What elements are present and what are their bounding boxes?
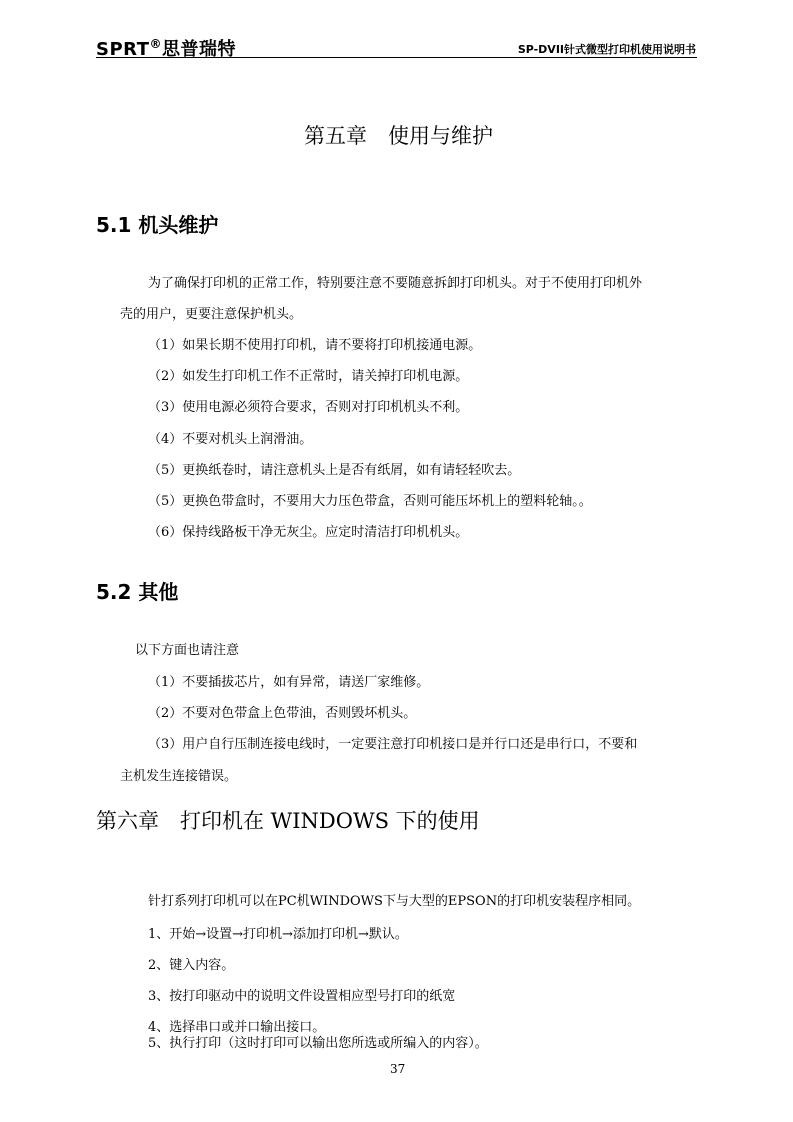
list-item: （3）使用电源必须符合要求，否则对打印机机头不利。 [148, 400, 469, 415]
list-item: （3）用户自行压制连接电线时，一定要注意打印机接口是并行口还是串行口，不要和 [148, 737, 638, 752]
list-item: （1）如果长期不使用打印机，请不要将打印机接通电源。 [148, 338, 482, 353]
page-number: 37 [390, 1062, 406, 1076]
step-item: 4、选择串口或并口输出接口。 [148, 1020, 326, 1035]
section-5-2-heading: 5.2 其他 [96, 580, 179, 604]
list-item: （2）不要对色带盒上色带油，否则毁坏机头。 [148, 706, 417, 721]
registered-mark: ® [149, 37, 162, 51]
list-item: （5）更换色带盒时，不要用大力压色带盒，否则可能压坏机上的塑料轮轴。。 [148, 494, 592, 509]
list-item: （2）如发生打印机工作不正常时，请关掉打印机电源。 [148, 369, 469, 384]
section-5-1-intro-line-2: 壳的用户，更要注意保护机头。 [120, 307, 303, 322]
step-item: 3、按打印驱动中的说明文件设置相应型号打印的纸宽 [148, 989, 456, 1004]
brand-name-cn: 思普瑞特 [162, 39, 236, 60]
step-item: 5、执行打印（这时打印可以输出您所选或所编入的内容）。 [148, 1036, 488, 1051]
chapter-6-intro: 针打系列打印机可以在PC机WINDOWS下与大型的EPSON的打印机安装程序相同。 [148, 894, 641, 909]
list-item: （5）更换纸卷时，请注意机头上是否有纸屑，如有请轻轻吹去。 [148, 463, 521, 478]
header-rule [96, 57, 697, 58]
list-item-continuation: 主机发生连接错误。 [120, 769, 238, 784]
step-item: 2、键入内容。 [148, 958, 235, 973]
section-5-1-heading: 5.1 机头维护 [96, 213, 219, 237]
chapter-5-title: 第五章 使用与维护 [304, 124, 493, 148]
list-item: （1）不要插拔芯片，如有异常，请送厂家维修。 [148, 675, 430, 690]
chapter-6-title: 第六章 打印机在 WINDOWS 下的使用 [96, 809, 480, 833]
section-5-2-intro: 以下方面也请注意 [135, 643, 240, 658]
brand-name: SPRT [96, 39, 150, 60]
list-item: （6）保持线路板干净无灰尘。应定时清洁打印机机头。 [148, 525, 469, 540]
list-item: （4）不要对机头上润滑油。 [148, 432, 313, 447]
step-item: 1、开始→设置→打印机→添加打印机→默认。 [148, 927, 408, 942]
section-5-1-intro-line-1: 为了确保打印机的正常工作，特别要注意不要随意拆卸打印机头。对于不使用打印机外 [148, 276, 643, 291]
header-doc-title: SP-DVII针式微型打印机使用说明书 [517, 43, 696, 56]
